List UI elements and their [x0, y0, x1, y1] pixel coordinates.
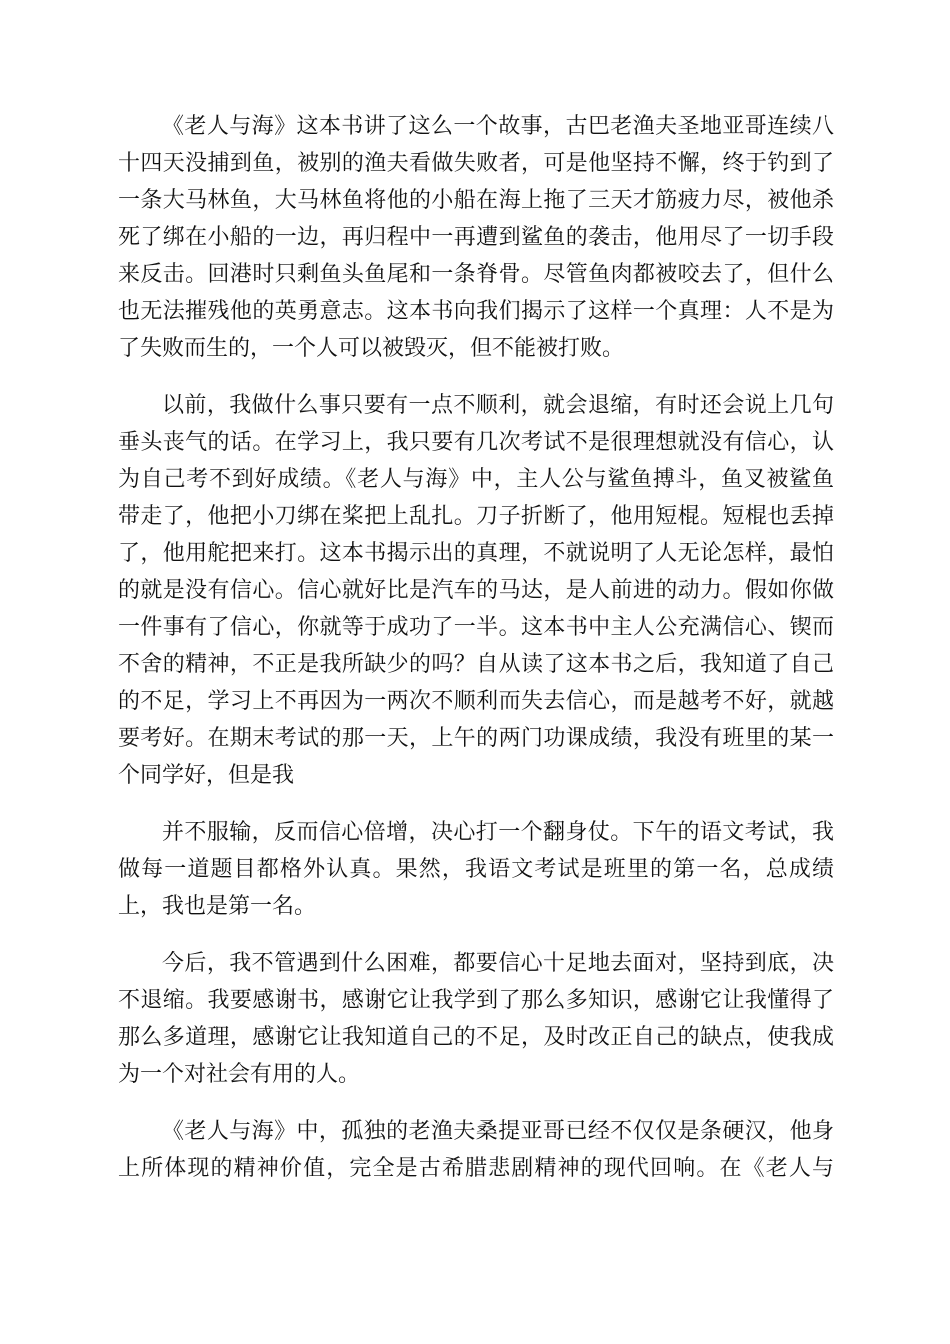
paragraph-line: 垂头丧气的话。在学习上，我只要有几次考试不是很理想就没有信心，认 [118, 430, 834, 455]
paragraph-line: 一条大马林鱼，大马林鱼将他的小船在海上拖了三天才筋疲力尽，被他杀 [118, 188, 834, 213]
paragraph-1 [118, 108, 834, 367]
document-body [118, 108, 834, 1207]
paragraph-2 [118, 387, 834, 794]
paragraph-line: 以前，我做什么事只要有一点不顺利，就会退缩，有时还会说上几句 [162, 393, 834, 418]
paragraph-4 [118, 945, 834, 1093]
paragraph-5 [118, 1113, 834, 1187]
paragraph-line: 今后，我不管遇到什么困难，都要信心十足地去面对，坚持到底，决 [162, 951, 834, 976]
paragraph-line: 上所体现的精神价值，完全是古希腊悲剧精神的现代回响。在《老人与 [118, 1156, 834, 1181]
paragraph-line: 的就是没有信心。信心就好比是汽车的马达，是人前进的动力。假如你做 [118, 578, 834, 603]
paragraph-line: 也无法摧残他的英勇意志。这本书向我们揭示了这样一个真理：人不是为 [118, 299, 834, 324]
paragraph-line: 十四天没捕到鱼，被别的渔夫看做失败者，可是他坚持不懈，终于钓到了 [118, 151, 834, 176]
paragraph-line: 不退缩。我要感谢书，感谢它让我学到了那么多知识，感谢它让我懂得了 [118, 988, 834, 1013]
paragraph-line: 要考好。在期末考试的那一天，上午的两门功课成绩，我没有班里的某一 [118, 726, 834, 751]
paragraph-line: 个同学好，但是我 [118, 763, 295, 788]
paragraph-line: 那么多道理，感谢它让我知道自己的不足，及时改正自己的缺点，使我成 [118, 1025, 834, 1050]
paragraph-line: 《老人与海》这本书讲了这么一个故事，古巴老渔夫圣地亚哥连续八 [162, 114, 834, 139]
paragraph-line: 不舍的精神，不正是我所缺少的吗？自从读了这本书之后，我知道了自己 [118, 652, 834, 677]
paragraph-line: 带走了，他把小刀绑在桨把上乱扎。刀子折断了，他用短棍。短棍也丢掉 [118, 504, 834, 529]
paragraph-line: 了，他用舵把来打。这本书揭示出的真理，不就说明了人无论怎样，最怕 [118, 541, 834, 566]
paragraph-line: 的不足，学习上不再因为一两次不顺利而失去信心，而是越考不好，就越 [118, 689, 834, 714]
paragraph-line: 为一个对社会有用的人。 [118, 1062, 361, 1087]
paragraph-line: 上，我也是第一名。 [118, 894, 317, 919]
paragraph-line: 一件事有了信心，你就等于成功了一半。这本书中主人公充满信心、锲而 [118, 615, 834, 640]
paragraph-line: 来反击。回港时只剩鱼头鱼尾和一条脊骨。尽管鱼肉都被咬去了，但什么 [118, 262, 834, 287]
paragraph-line: 并不服输，反而信心倍增，决心打一个翻身仗。下午的语文考试，我 [162, 820, 834, 845]
paragraph-line: 死了绑在小船的一边，再归程中一再遭到鲨鱼的袭击，他用尽了一切手段 [118, 225, 834, 250]
paragraph-line: 做每一道题目都格外认真。果然，我语文考试是班里的第一名，总成绩 [118, 857, 834, 882]
paragraph-line: 了失败而生的，一个人可以被毁灭，但不能被打败。 [118, 336, 625, 361]
paragraph-line: 《老人与海》中，孤独的老渔夫桑提亚哥已经不仅仅是条硬汉，他身 [162, 1119, 834, 1144]
paragraph-3 [118, 814, 834, 925]
paragraph-line: 为自己考不到好成绩。《老人与海》中，主人公与鲨鱼搏斗，鱼叉被鲨鱼 [118, 467, 834, 492]
